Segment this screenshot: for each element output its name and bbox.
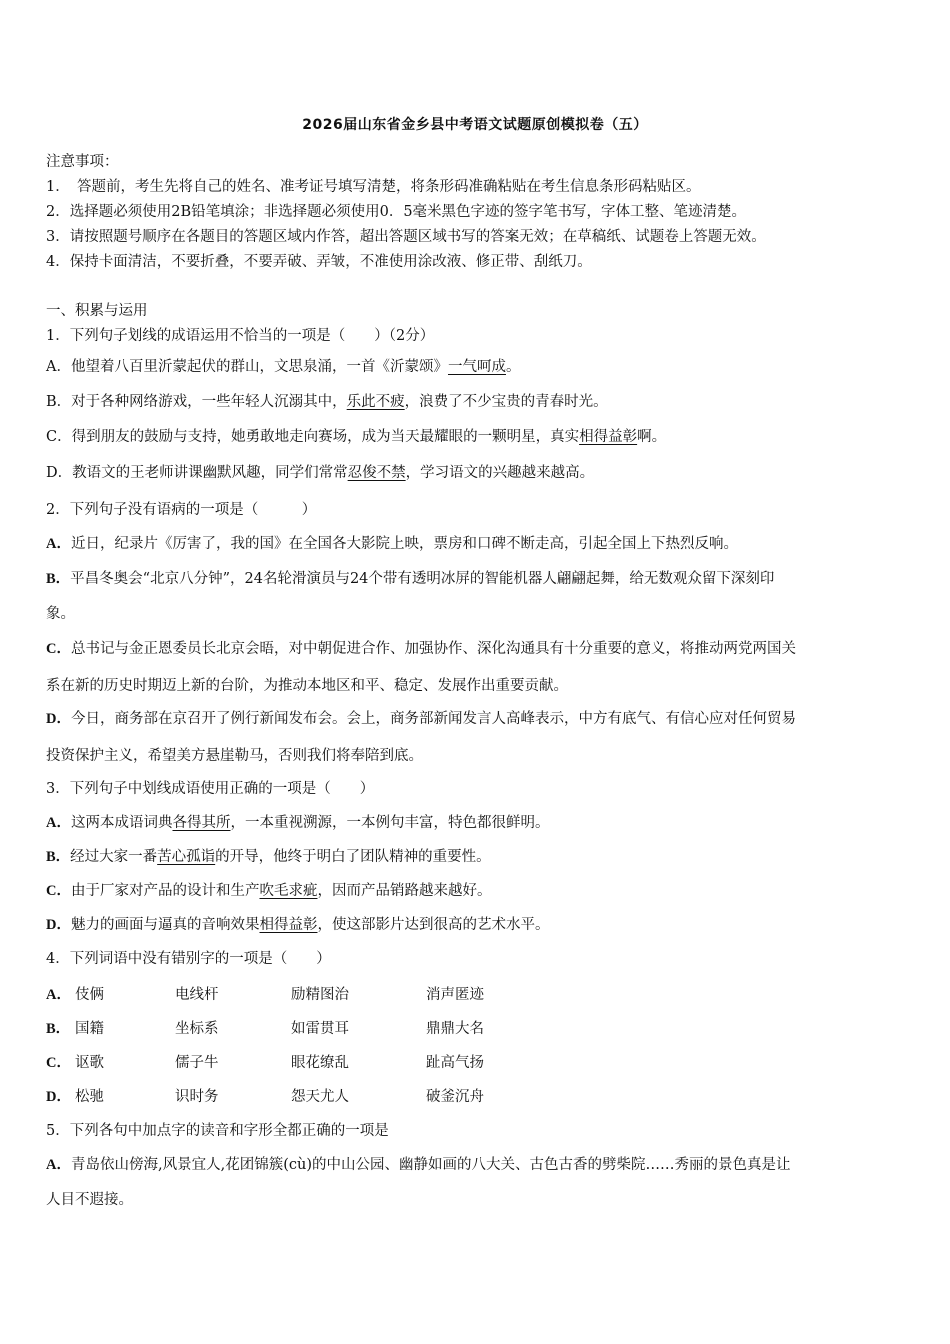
q3-b-post: 的开导，他终于明白了团队精神的重要性。 [215, 849, 491, 865]
q3-a-pre: 这两本成语词典 [70, 815, 173, 831]
q4-b-word-2: 坐标系 [175, 1021, 219, 1037]
q5-a-text: 青岛依山傍海,风景宜人,花团锦簇(cù)的中山公园、幽静如画的八大关、古色古香的劈柴院……秀丽的景色真是让 [70, 1157, 791, 1173]
q5-option-a [46, 1155, 790, 1175]
q1-d-post: ，学习语文的兴趣越来越高。 [405, 465, 595, 481]
q4-d-word-1: 松驰 [75, 1089, 104, 1105]
q3-a-post: ，一本重视溯源，一本例句丰富，特色都很鲜明。 [230, 815, 550, 831]
q4-option-c [46, 1053, 566, 1073]
q1-option-a [46, 357, 520, 377]
notice-item-4: 4．保持卡面清洁，不要折叠，不要弄破、弄皱，不准使用涂改液、修正带、刮纸刀。 [46, 254, 592, 270]
q5-stem: 5．下列各句中加点字的读音和字形全都正确的一项是 [46, 1123, 389, 1139]
q1-option-b [46, 392, 608, 412]
q3-c-pre: 由于厂家对产品的设计和生产 [70, 883, 260, 899]
q3-b-label: B． [46, 849, 71, 865]
q3-a-label: A． [46, 815, 71, 831]
q4-b-word-1: 国籍 [75, 1021, 104, 1037]
q3-a-idiom: 各得其所 [172, 815, 231, 831]
q2-c-label: C． [46, 641, 71, 657]
q1-option-d [46, 463, 594, 483]
q4-option-a [46, 985, 566, 1005]
q2-stem: 2．下列句子没有语病的一项是（ ） [46, 502, 317, 518]
q5-option-a-cont: 人目不遐接。 [46, 1192, 133, 1208]
q2-a-label: A． [46, 536, 71, 552]
q2-option-c [46, 639, 796, 659]
q1-a-pre: A．他望着八百里沂蒙起伏的群山，文思泉涌，一首《沂蒙颂》 [46, 359, 448, 375]
q4-option-b [46, 1019, 566, 1039]
notice-item-2: 2．选择题必须使用2B铅笔填涂；非选择题必须使用0．5毫米黑色字迹的签字笔书写，字体工整、笔迹清楚。 [46, 204, 747, 220]
q3-option-a [46, 813, 549, 833]
q5-a-label: A． [46, 1157, 71, 1173]
q3-b-pre: 经过大家一番 [70, 849, 158, 865]
notice-item-1: 1． 答题前，考生先将自己的姓名、准考证号填写清楚，将条形码准确粘贴在考生信息条形码粘贴区。 [46, 179, 701, 195]
q4-b-word-3: 如雷贯耳 [291, 1021, 349, 1037]
q2-option-b-cont: 象。 [46, 606, 75, 622]
q3-d-pre: 魅力的画面与逼真的音响效果 [70, 917, 260, 933]
q2-option-d [46, 709, 796, 729]
section-heading: 一、积累与运用 [46, 303, 148, 319]
q2-d-text: 今日，商务部在京召开了例行新闻发布会。会上，商务部新闻发言人高峰表示，中方有底气、有信心应对任何贸易 [70, 711, 796, 727]
q3-option-b [46, 847, 491, 867]
q3-c-label: C． [46, 883, 71, 899]
q4-a-word-2: 电线杆 [175, 987, 219, 1003]
q1-d-idiom: 忍俊不禁 [347, 465, 406, 481]
q1-c-idiom: 相得益彰 [579, 429, 638, 445]
q4-a-label: A． [46, 987, 71, 1003]
q1-b-idiom: 乐此不疲 [346, 394, 405, 410]
q2-b-text: 平昌冬奥会“北京八分钟”，24名轮滑演员与24个带有透明冰屏的智能机器人翩翩起舞，给无数观众留下深刻印 [70, 571, 775, 587]
q1-stem: 1．下列句子划线的成语运用不恰当的一项是（ ）（2分） [46, 328, 435, 344]
q1-b-post: ，浪费了不少宝贵的青春时光。 [404, 394, 608, 410]
q4-c-word-3: 眼花缭乱 [291, 1055, 349, 1071]
q3-d-post: ，使这部影片达到很高的艺术水平。 [317, 917, 550, 933]
q3-c-post: ，因而产品销路越来越好。 [317, 883, 492, 899]
q2-option-d-cont: 投资保护主义，希望美方悬崖勒马，否则我们将奉陪到底。 [46, 748, 423, 764]
q3-c-idiom: 吹毛求疵 [259, 883, 318, 899]
q3-d-label: D． [46, 917, 71, 933]
q1-d-pre: D．教语文的王老师讲课幽默风趣，同学们常常 [46, 465, 348, 481]
q2-option-a [46, 534, 738, 554]
q3-option-d [46, 915, 549, 935]
q4-b-word-4: 鼎鼎大名 [426, 1021, 484, 1037]
q2-option-c-cont: 系在新的历史时期迈上新的台阶，为推动本地区和平、稳定、发展作出重要贡献。 [46, 678, 568, 694]
q4-d-word-4: 破釜沉舟 [426, 1089, 484, 1105]
q1-a-idiom: 一气呵成 [447, 359, 506, 375]
q4-stem: 4．下列词语中没有错别字的一项是（ ） [46, 951, 331, 967]
q4-c-word-2: 儒子牛 [175, 1055, 219, 1071]
q4-d-label: D． [46, 1089, 71, 1105]
q4-b-label: B． [46, 1021, 71, 1037]
q1-a-post: 。 [505, 359, 521, 375]
q1-c-post: 啊。 [637, 429, 667, 445]
q3-option-c [46, 881, 491, 901]
q2-d-label: D． [46, 711, 71, 727]
q4-a-word-1: 伎俩 [75, 987, 104, 1003]
q2-c-text: 总书记与金正恩委员长北京会晤，对中朝促进合作、加强协作、深化沟通具有十分重要的意义，将推动两党两国关 [70, 641, 796, 657]
notice-heading: 注意事项： [46, 154, 119, 170]
notice-item-3: 3．请按照题号顺序在各题目的答题区域内作答，超出答题区域书写的答案无效；在草稿纸、试题卷上答题无效。 [46, 229, 766, 245]
q4-a-word-3: 励精图治 [291, 987, 349, 1003]
q4-c-label: C． [46, 1055, 71, 1071]
page-title: 2026届山东省金乡县中考语文试题原创模拟卷（五） [302, 117, 648, 133]
q2-b-label: B． [46, 571, 71, 587]
q1-c-pre: C．得到朋友的鼓励与支持，她勇敢地走向赛场，成为当天最耀眼的一颗明星，真实 [46, 429, 580, 445]
q2-a-text: 近日，纪录片《厉害了，我的国》在全国各大影院上映，票房和口碑不断走高，引起全国上下热烈反响。 [70, 536, 738, 552]
q3-d-idiom: 相得益彰 [259, 917, 318, 933]
q1-option-c [46, 427, 666, 447]
q3-b-idiom: 苦心孤诣 [157, 849, 216, 865]
q3-stem: 3．下列句子中划线成语使用正确的一项是（ ） [46, 781, 375, 797]
q2-option-b [46, 569, 774, 589]
q4-c-word-4: 趾高气扬 [426, 1055, 484, 1071]
q4-c-word-1: 讴歌 [75, 1055, 104, 1071]
q1-b-pre: B．对于各种网络游戏，一些年轻人沉溺其中， [46, 394, 347, 410]
q4-d-word-2: 识时务 [175, 1089, 219, 1105]
q4-a-word-4: 消声匿迹 [426, 987, 484, 1003]
q4-d-word-3: 怨天尤人 [291, 1089, 349, 1105]
q4-option-d [46, 1087, 566, 1107]
